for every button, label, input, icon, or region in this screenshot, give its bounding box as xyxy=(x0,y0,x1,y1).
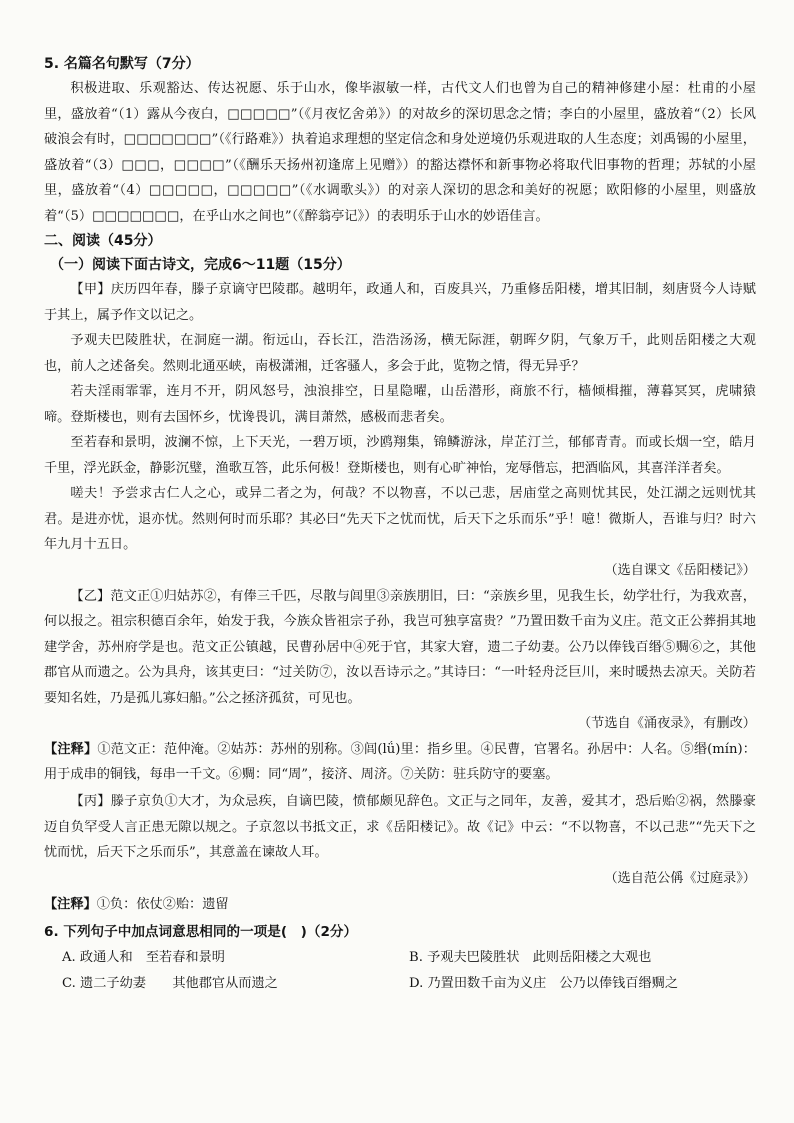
option-d[interactable]: D. 乃置田数千亩为义庄 公乃以俸钱百缗赒之 xyxy=(409,975,679,991)
text-yi-notes xyxy=(44,737,756,787)
text-jia-p5: 嗟夫！予尝求古仁人之心，或异二者之为，何哉？不以物喜，不以己悲，居庙堂之高则忧其民，处江湖之远则忧其君。是进亦忧，退亦忧。然则何时而乐耶？其必曰“先天下之忧而忧，后天下之乐而乐”乎！噫！微斯人，吾谁与归？时六年九月十五日。 xyxy=(44,486,756,552)
section-2-title: 二、阅读（45分） xyxy=(44,233,162,249)
option-c[interactable]: C. 遗二子幼妻 其他郡官从而遗之 xyxy=(62,975,278,991)
question-6-options xyxy=(44,945,756,997)
option-b[interactable]: B. 予观夫巴陵胜状 此则岳阳楼之大观也 xyxy=(409,949,652,965)
option-a[interactable]: A. 政通人和 至若春和景明 xyxy=(62,949,225,965)
text-jia-p3: 若夫淫雨霏霏，连月不开，阴风怒号，浊浪排空，日星隐曜，山岳潜形，商旅不行，樯倾楫摧，薄暮冥冥，虎啸猿啼。登斯楼也，则有去国怀乡，忧谗畏讥，满目萧然，感极而悲者矣。 xyxy=(44,384,756,425)
text-bing-source: （选自范公偁《过庭录》） xyxy=(604,870,756,886)
text-yi-p1: 【乙】范文正①归姑苏②，有俸三千匹，尽散与闾里③亲族朋旧，曰：“亲族乡里，见我生长，幼学壮行，为我欢喜，何以报之。祖宗积德百余年，始发于我，今族众皆祖宗子孙，我岂可独享富贵？”乃置田数千亩为义庄。范文正公葬捐其地建学舍，苏州府学是也。范文正公镇越，民曹孙居中④死于官，其家大窘，遗二子幼妻。公乃以俸钱百缗⑤赒⑥之，其他郡官从而遗之。公为具舟，该其吏曰：“过关防⑦，汝以吾诗示之。”其诗曰：“一叶轻舟泛巨川，来时暖热去凉天。关防若要知名姓，乃是孤儿寡妇船。”公之拯济孤贫，可见也。 xyxy=(44,588,756,706)
note-label: 【注释】 xyxy=(44,896,97,912)
note-content: ①范文正：范仲淹。②姑苏：苏州的别称。③闾(lǘ)里：指乡里。④民曹，官署名。孙居中：人名。⑤缗(mín)：用于成串的铜钱，每串一千文。⑥赒：同“周”，接济、周济。⑦关防：驻兵防守的要塞。 xyxy=(44,742,756,782)
text-jia-p4: 至若春和景明，波澜不惊，上下天光，一碧万顷，沙鸥翔集，锦鳞游泳，岸芷汀兰，郁郁青青。而或长烟一空，皓月千里，浮光跃金，静影沉璧，渔歌互答，此乐何极！登斯楼也，则有心旷神怡，宠辱偕忘，把酒临风，其喜洋洋者矣。 xyxy=(44,435,756,476)
text-bing-notes xyxy=(44,892,756,917)
question-5-title: 5. 名篇名句默写（7分） xyxy=(44,56,200,72)
question-6-title: 6. 下列句子中加点词意思相同的一项是( )（2分） xyxy=(44,923,358,940)
text-jia-source: （选自课文《岳阳楼记》） xyxy=(604,562,756,578)
note-content: ①负：依仗②贻：遗留 xyxy=(96,896,229,912)
question-5-body: 积极进取、乐观豁达、传达祝愿、乐于山水，像毕淑敏一样，古代文人们也曾为自己的精神修建小屋：杜甫的小屋里，盛放着“（1）露从今夜白，□□□□□”（《月夜忆舍弟》）的对故乡的深切思念之情；李白的小屋里，盛放着“（2）长风破浪会有时，□□□□□□□”（《行路难》）执着追求理想的坚定信念和身处逆境仍乐观进取的人生态度；刘禹锡的小屋里，盛放着“（3）□□□，□□□□”（《酬乐天扬州初逢席上见赠》）的豁达襟怀和新事物必将取代旧事物的哲理；苏轼的小屋里，盛放着“（4）□□□□□，□□□□□”（《水调歌头》）的对亲人深切的思念和美好的祝愿；欧阳修的小屋里，则盛放着“（5）□□□□□□□，在乎山水之间也”（《醉翁亭记》）的表明乐于山水的妙语佳言。 xyxy=(44,81,756,224)
text-jia-p2: 予观夫巴陵胜状，在洞庭一湖。衔远山，吞长江，浩浩汤汤，横无际涯，朝晖夕阴，气象万千，此则岳阳楼之大观也，前人之述备矣。然则北通巫峡，南极潇湘，迁客骚人，多会于此，览物之情，得无异乎？ xyxy=(44,333,756,374)
text-bing-p1: 【丙】滕子京负①大才，为众忌疾，自谪巴陵，愤郁颇见辞色。文正与之同年，友善，爱其才，恐后贻②祸，然滕豪迈自负罕受人言正患无隙以规之。子京忽以书抵文正，求《岳阳楼记》。故《记》中云：“不以物喜，不以己悲”“先天下之忧而忧，后天下之乐而乐”，其意盖在谏故人耳。 xyxy=(44,794,756,860)
text-jia-p1: 【甲】庆历四年春，滕子京谪守巴陵郡。越明年，政通人和，百废具兴，乃重修岳阳楼，增其旧制，刻唐贤今人诗赋于其上，属予作文以记之。 xyxy=(44,282,756,323)
text-yi-source: （节选自《涌夜录》，有删改） xyxy=(577,716,756,731)
note-label: 【注释】 xyxy=(44,742,98,757)
subsection-1-title: （一）阅读下面古诗文，完成6～11题（15分） xyxy=(50,257,351,273)
